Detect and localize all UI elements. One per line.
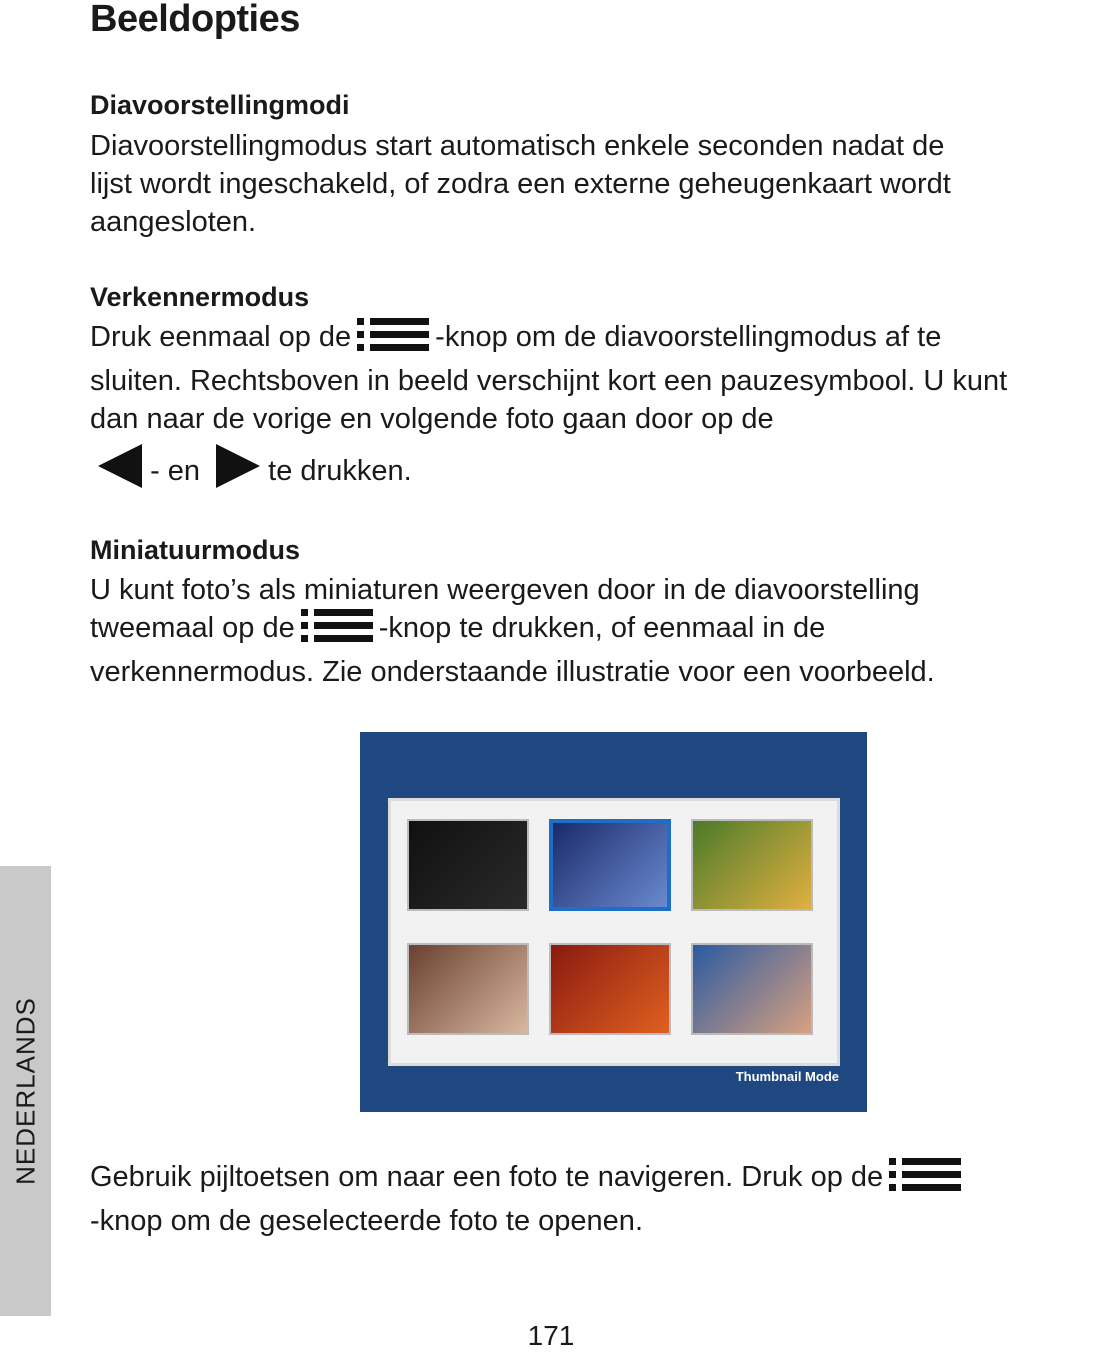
text-line <box>90 438 1102 496</box>
thumbnail-mode-illustration <box>360 732 867 1112</box>
section-heading-thumbnail: Miniatuurmodus <box>90 535 300 565</box>
screen-mode-label: Thumbnail Mode <box>735 1069 839 1084</box>
text-line: U kunt foto’s als miniaturen weergeven door in de diavoorstelling <box>90 574 920 606</box>
text-line <box>90 609 1102 653</box>
text-line: dan naar de vorige en volgende foto gaan door op de <box>90 403 774 435</box>
section-body-browse <box>90 318 1102 496</box>
text-line: sluiten. Rechtsboven in beeld verschijnt kort een pauzesymbool. U kunt <box>90 365 1008 397</box>
right-arrow-icon <box>216 444 260 488</box>
text-line <box>90 318 1102 362</box>
thumb-smiling-kids <box>691 943 813 1035</box>
page-number: 171 <box>527 1320 575 1351</box>
text-line: lijst wordt ingeschakeld, of zodra een externe geheugenkaart wordt <box>90 168 951 200</box>
section-body-thumbnail <box>90 571 1102 691</box>
text-line: Diavoorstellingmodus start automatisch enkele seconden nadat de <box>90 130 945 162</box>
thumbnail-grid <box>388 798 840 1066</box>
text-fragment: Druk eenmaal op de <box>90 321 352 353</box>
text-fragment: te drukken. <box>268 455 412 487</box>
thumb-card-menu <box>407 819 529 911</box>
section-body-slideshow <box>90 127 1102 241</box>
left-arrow-icon <box>98 444 142 488</box>
thumb-children-flowers <box>691 819 813 911</box>
thumb-bottles <box>549 819 671 911</box>
footer-text <box>90 1158 1102 1240</box>
text-fragment: -knop te drukken, of eenmaal in de <box>378 612 826 644</box>
text-line: -knop om de geselecteerde foto te openen. <box>90 1205 643 1237</box>
section-heading-slideshow: Diavoorstellingmodi <box>90 90 350 120</box>
menu-button-icon <box>301 609 373 643</box>
thumb-family-table <box>407 943 529 1035</box>
page-title: Beeldopties <box>90 0 300 40</box>
text-line: aangesloten. <box>90 206 257 238</box>
text-fragment: -knop om de diavoorstellingmodus af te <box>435 321 942 353</box>
language-tab-label: NEDERLANDS <box>10 997 40 1185</box>
language-tab <box>0 866 51 1316</box>
text-line <box>90 1158 1102 1202</box>
text-fragment: tweemaal op de <box>90 612 295 644</box>
text-line: verkennermodus. Zie onderstaande illustratie voor een voorbeeld. <box>90 656 935 688</box>
thumb-red-flowers <box>549 943 671 1035</box>
menu-button-icon <box>357 318 429 352</box>
text-fragment: Gebruik pijltoetsen om naar een foto te navigeren. Druk op de <box>90 1161 884 1193</box>
section-heading-browse: Verkennermodus <box>90 282 310 312</box>
menu-button-icon <box>889 1158 961 1192</box>
text-fragment: - en <box>150 455 201 487</box>
